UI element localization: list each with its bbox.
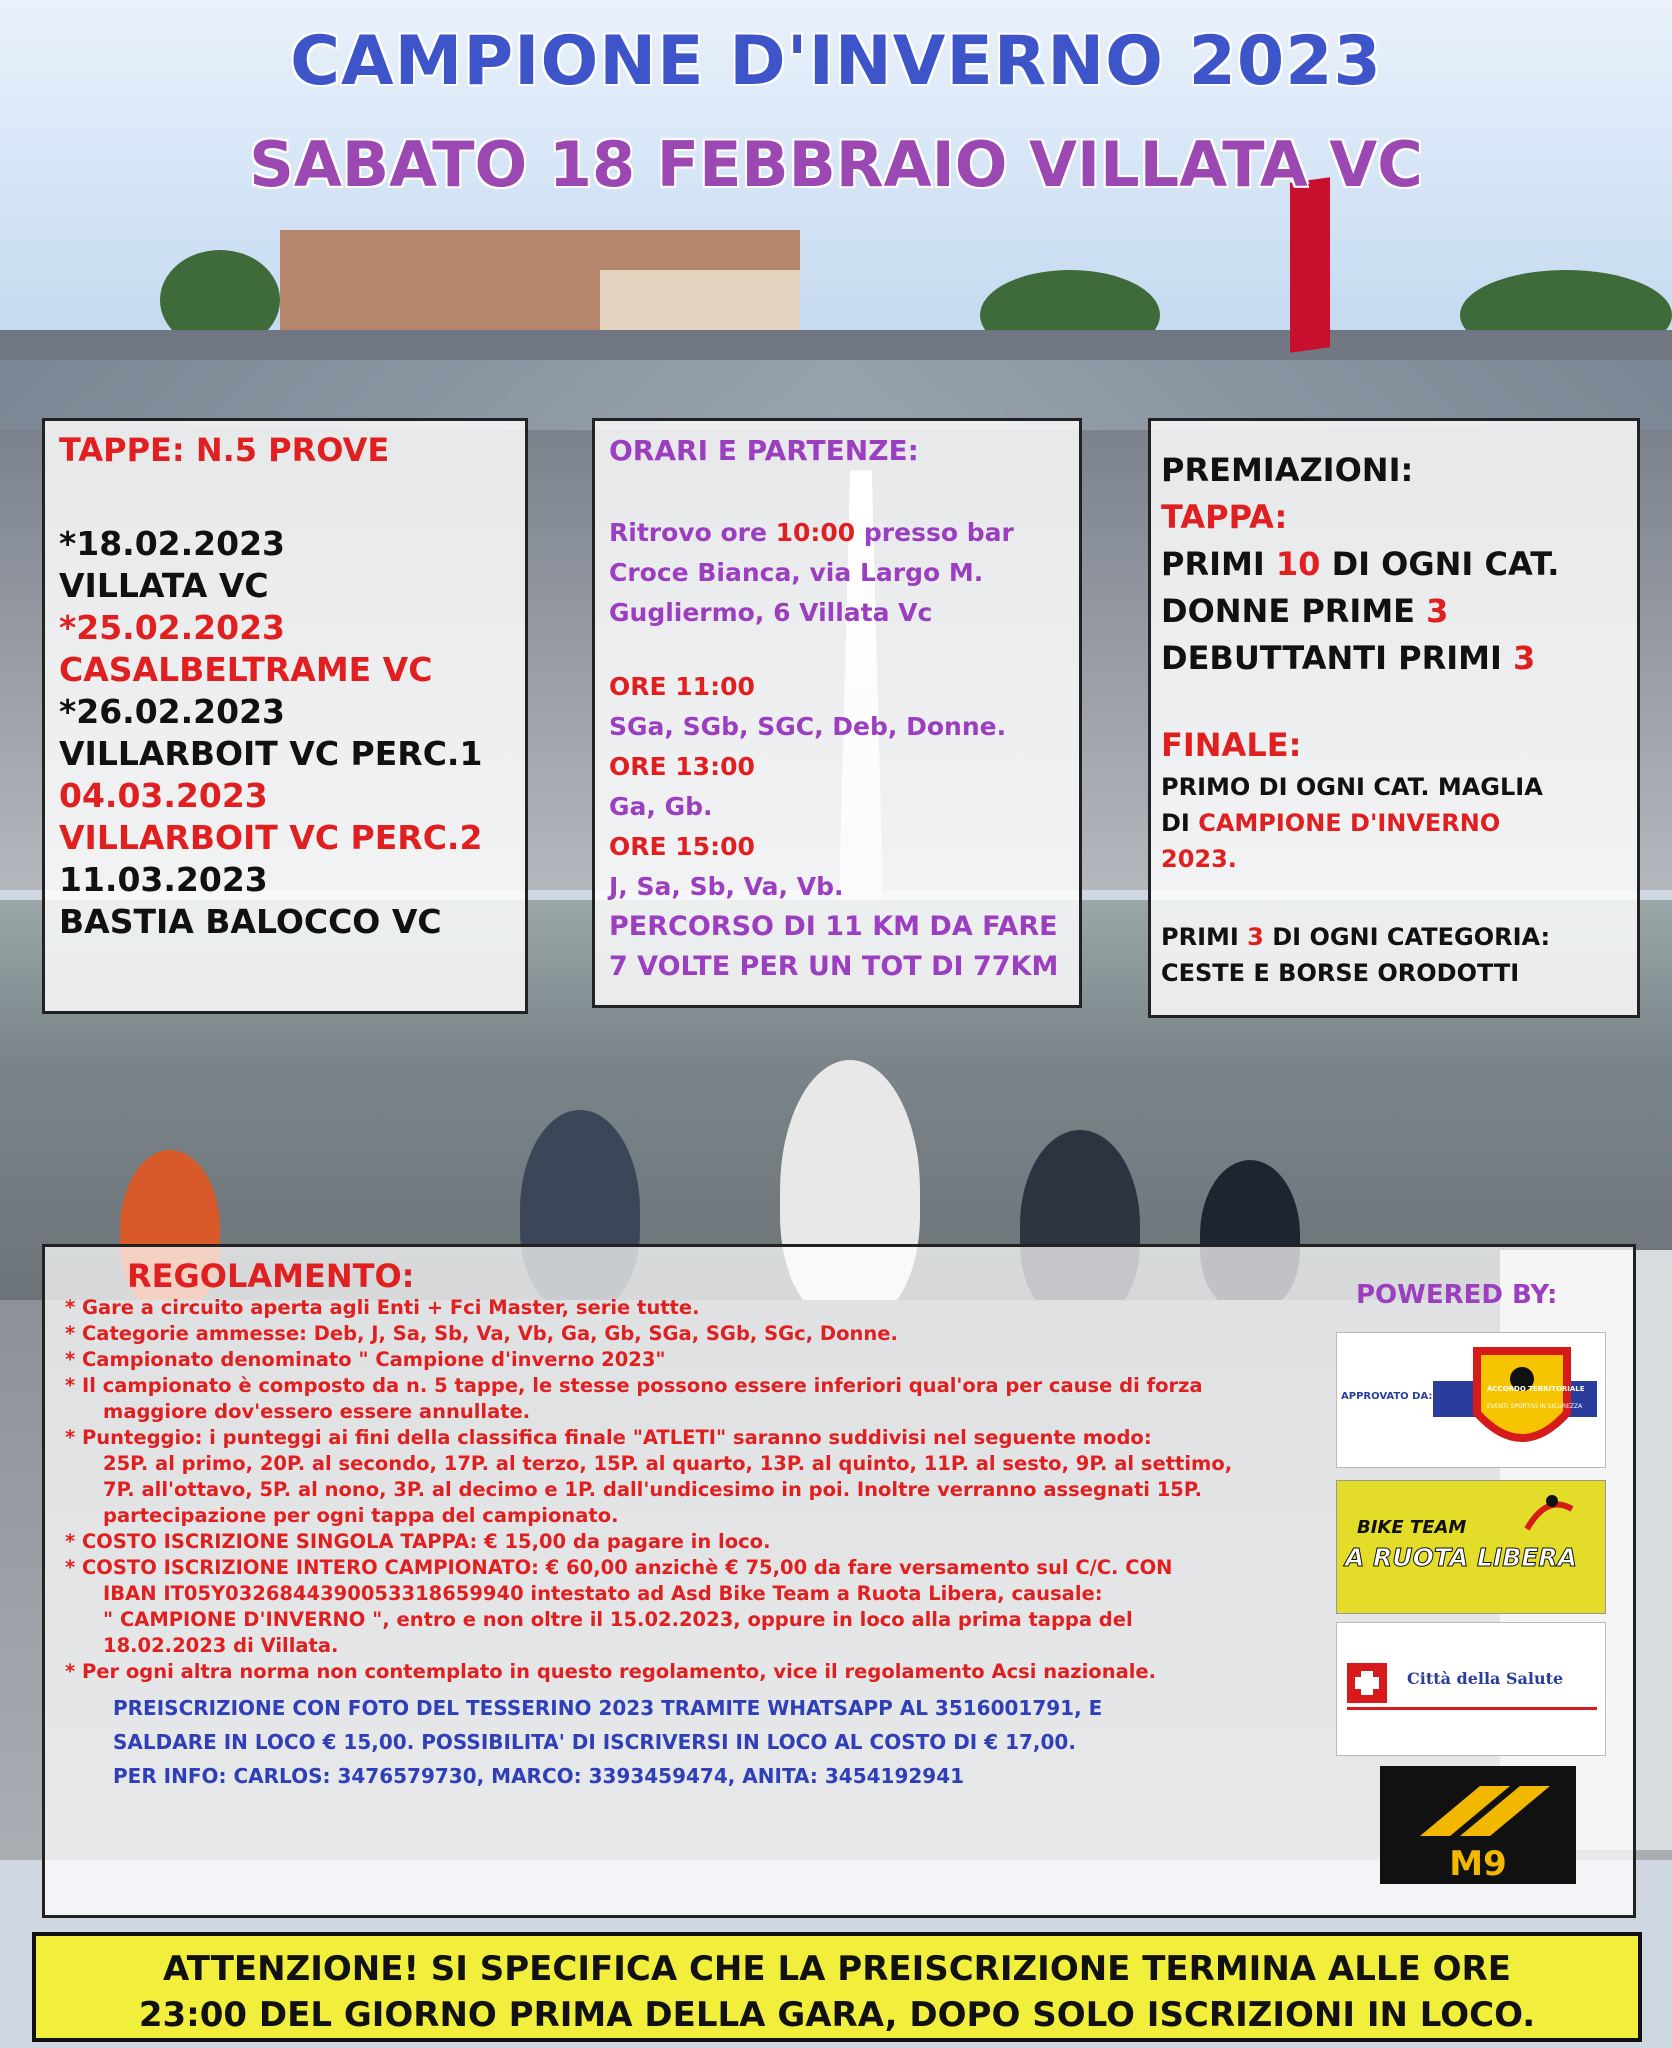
tappa-date: *26.02.2023 xyxy=(59,692,286,731)
regolamento-line: IBAN IT05Y0326844390053318659940 intestato ad Asd Bike Team a Ruota Libera, causale: xyxy=(103,1582,1103,1605)
accordo-territoriale-logo xyxy=(1336,1332,1606,1468)
ritrovo-time: 10:00 xyxy=(775,518,856,547)
tappa-date: 04.03.2023 xyxy=(59,776,268,815)
tappa-date: *18.02.2023 xyxy=(59,524,286,563)
bike-team-logo xyxy=(1336,1480,1606,1614)
finale-line-1: PRIMO DI OGNI CAT. MAGLIA xyxy=(1161,773,1543,801)
prize-text: DI OGNI CAT. xyxy=(1320,545,1560,583)
prize-number: 10 xyxy=(1275,545,1321,583)
ruota-libera-text: A RUOTA LIBERA xyxy=(1345,1543,1577,1572)
prize-line-1 xyxy=(1161,541,1627,588)
regolamento-line: " CAMPIONE D'INVERNO ", entro e non oltre il 15.02.2023, oppure in loco alla prima tappa del xyxy=(103,1608,1133,1631)
tappa-place: CASALBELTRAME VC xyxy=(59,650,433,689)
prize-text: PRIMI xyxy=(1161,545,1276,583)
finale-heading: FINALE: xyxy=(1161,726,1302,764)
bike-team-text: BIKE TEAM xyxy=(1357,1517,1467,1538)
banner-flag xyxy=(1290,177,1330,353)
citta-salute-text: Città della Salute xyxy=(1407,1669,1564,1688)
regolamento-line: * Il campionato è composto da n. 5 tappe, le stesse possono essere inferiori qual'ora per cause di forza xyxy=(65,1374,1203,1397)
event-subtitle: SABATO 18 FEBBRAIO VILLATA VC xyxy=(249,128,1423,201)
category-prize-line-2: CESTE E BORSE ORODOTTI xyxy=(1161,959,1520,987)
citta-salute-logo xyxy=(1336,1622,1606,1756)
preiscrizione-line: PREISCRIZIONE CON FOTO DEL TESSERINO 2023 TRAMITE WHATSAPP AL 3516001791, E xyxy=(113,1696,1103,1720)
regolamento-line: 25P. al primo, 20P. al secondo, 17P. al terzo, 15P. al quarto, 13P. al quinto, 11P. al sesto, 9P. al settimo, xyxy=(103,1452,1233,1475)
tappe-heading: TAPPE: N.5 PROVE xyxy=(59,431,390,469)
accordo-sub: EVENTI SPORTIVI IN SICUREZZA xyxy=(1487,1403,1583,1410)
orari-heading: ORARI E PARTENZE: xyxy=(609,434,919,467)
premiazioni-box xyxy=(1148,418,1640,1018)
prize-number: 3 xyxy=(1247,923,1264,951)
premiazioni-heading: PREMIAZIONI: xyxy=(1161,451,1414,489)
prize-line-2 xyxy=(1161,588,1627,635)
ritrovo-text: Ritrovo ore xyxy=(609,518,776,547)
m9-text: M9 xyxy=(1449,1844,1507,1884)
finale-title: CAMPIONE D'INVERNO xyxy=(1198,809,1501,837)
tappe-box xyxy=(42,418,528,1014)
tappa-place: VILLATA VC xyxy=(59,566,269,605)
approvato-label: APPROVATO DA: xyxy=(1341,1391,1433,1402)
tappa-place: BASTIA BALOCCO VC xyxy=(59,902,442,941)
cross-icon xyxy=(1337,1623,1607,1757)
preiscrizione-line: PER INFO: CARLOS: 3476579730, MARCO: 3393459474, ANITA: 3454192941 xyxy=(113,1764,965,1788)
attenzione-line-1: ATTENZIONE! SI SPECIFICA CHE LA PREISCRIZIONE TERMINA ALLE ORE xyxy=(163,1949,1511,1989)
prize-text: DONNE PRIME xyxy=(1161,592,1427,630)
regolamento-line: * COSTO ISCRIZIONE SINGOLA TAPPA: € 15,00 da pagare in loco. xyxy=(65,1530,771,1553)
regolamento-title: REGOLAMENTO: xyxy=(127,1257,415,1295)
tappa-date: 11.03.2023 xyxy=(59,860,268,899)
m9-logo xyxy=(1380,1766,1576,1884)
regolamento-line: * Categorie ammesse: Deb, J, Sa, Sb, Va, Vb, Ga, Gb, SGa, SGb, SGc, Donne. xyxy=(65,1322,898,1345)
orari-box xyxy=(592,418,1082,1008)
prize-number: 3 xyxy=(1426,592,1449,630)
tappe-list xyxy=(59,523,511,943)
prize-text: DEBUTTANTI PRIMI xyxy=(1161,639,1514,677)
percorso-line-2: 7 VOLTE PER UN TOT DI 77KM xyxy=(609,951,1059,982)
regolamento-line: maggiore dov'essero essere annullate. xyxy=(103,1400,531,1423)
prize-text: DI OGNI CATEGORIA: xyxy=(1263,923,1551,951)
categories-1: SGa, SGb, SGC, Deb, Donne. xyxy=(609,712,1007,741)
regolamento-line: partecipazione per ogni tappa del campionato. xyxy=(103,1504,619,1527)
finale-line-3: 2023. xyxy=(1161,845,1237,873)
start-time-1: ORE 11:00 xyxy=(609,672,755,701)
prize-text: PRIMI xyxy=(1161,923,1248,951)
attenzione-banner xyxy=(32,1932,1642,2042)
start-time-2: ORE 13:00 xyxy=(609,752,755,781)
category-prize-line-1 xyxy=(1161,919,1627,955)
prize-line-3 xyxy=(1161,635,1627,682)
categories-2: Ga, Gb. xyxy=(609,792,713,821)
attenzione-line-2: 23:00 DEL GIORNO PRIMA DELLA GARA, DOPO SOLO ISCRIZIONI IN LOCO. xyxy=(138,1995,1536,2035)
preiscrizione-line: SALDARE IN LOCO € 15,00. POSSIBILITA' DI ISCRIVERSI IN LOCO AL COSTO DI € 17,00. xyxy=(113,1730,1076,1754)
categories-3: J, Sa, Sb, Va, Vb. xyxy=(609,872,844,901)
ritrovo-address-1: Croce Bianca, via Largo M. xyxy=(609,558,984,587)
finale-line-2 xyxy=(1161,805,1627,841)
tappa-place: VILLARBOIT VC PERC.2 xyxy=(59,818,483,857)
event-title: CAMPIONE D'INVERNO 2023 xyxy=(290,22,1382,101)
regolamento-line: 18.02.2023 di Villata. xyxy=(103,1634,339,1657)
tappa-heading: TAPPA: xyxy=(1161,498,1288,536)
ritrovo-address-2: Gugliermo, 6 Villata Vc xyxy=(609,598,933,627)
cyclist-icon xyxy=(1517,1489,1577,1549)
finale-text: DI xyxy=(1161,809,1199,837)
powered-by-label: POWERED BY: xyxy=(1356,1280,1558,1310)
regolamento-line: * Gare a circuito aperta agli Enti + Fci Master, serie tutte. xyxy=(65,1296,700,1319)
regolamento-line: * Punteggio: i punteggi ai fini della classifica finale "ATLETI" saranno suddivisi nel seguente modo: xyxy=(65,1426,1152,1449)
prize-number: 3 xyxy=(1513,639,1536,677)
ritrovo-line xyxy=(609,513,1065,553)
start-time-3: ORE 15:00 xyxy=(609,832,755,861)
regolamento-line: * Campionato denominato " Campione d'inverno 2023" xyxy=(65,1348,666,1371)
percorso-line-1: PERCORSO DI 11 KM DA FARE xyxy=(609,911,1058,942)
tappa-place: VILLARBOIT VC PERC.1 xyxy=(59,734,483,773)
regolamento-line: 7P. all'ottavo, 5P. al nono, 3P. al decimo e 1P. dall'undicesimo in poi. Inoltre verranno assegnati 15P. xyxy=(103,1478,1202,1501)
tappa-date: *25.02.2023 xyxy=(59,608,286,647)
shield-icon xyxy=(1337,1333,1607,1469)
ritrovo-text-b: presso bar xyxy=(855,518,1014,547)
regolamento-line: * COSTO ISCRIZIONE INTERO CAMPIONATO: € 60,00 anzichè € 75,00 da fare versamento sul C/C. CON xyxy=(65,1556,1173,1579)
accordo-text: ACCORDO TERRITORIALE xyxy=(1487,1385,1585,1393)
regolamento-line: * Per ogni altra norma non contemplato in questo regolamento, vice il regolamento Acsi nazionale. xyxy=(65,1660,1157,1683)
